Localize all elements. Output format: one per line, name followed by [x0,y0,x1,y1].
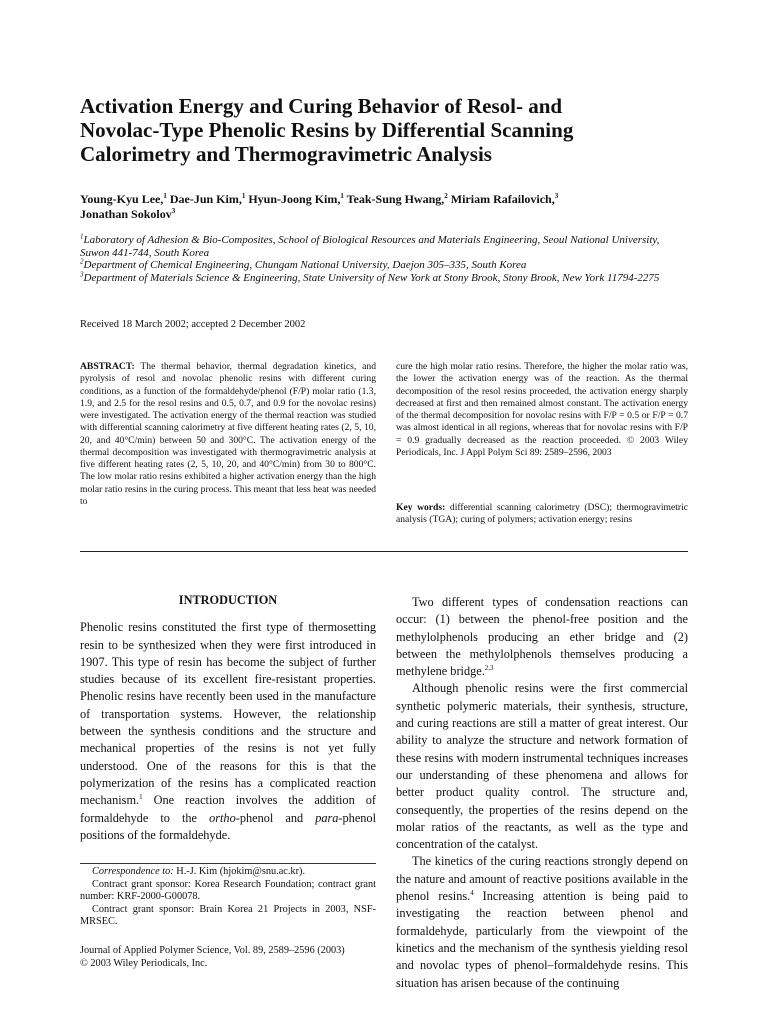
author: Young-Kyu Lee,$^1$ [80,192,167,206]
body-right-column [396,594,688,992]
journal-copyright: © 2003 Wiley Periodicals, Inc. [80,957,208,969]
paragraph: The kinetics of the curing reactions strongly depend on the nature and amount of reactive positions available in the phenol resins.$^4$ Increasing attention is being paid to investigating the reaction between phenol and formaldehyde, particularly from the viewpoint of the kinetics and the mechanism of the synthesis yielding resol and novolac types of phenol–formaldehyde resins. This situation has arisen because of the continuing [396,854,688,990]
author: Hyun-Joong Kim,$^1$ [248,192,344,206]
title-line: Calorimetry and Thermogravimetric Analysis [80,142,492,166]
correspondence-note: Correspondence to: H.-J. Kim (hjokim@snu.ac.kr). [92,866,306,877]
article-title [80,94,700,166]
section-heading: INTRODUCTION [178,593,278,607]
abstract-right-column [396,361,688,459]
abstract-text: The thermal behavior, thermal degradation kinetics, and pyrolysis of resol and novolac phenolic resins with different curing conditions, as a function of the formaldehyde/phenol (F/P) molar ratio (1.3, 1.9, and 2.5 for the resol resins and 0.5, 0.7, and 0.9 for the novolac resins) were investigated. The activation energy of the thermal reaction was studied with differential scanning calorimetry at five different heating rates (2, 5, 10, 20, and 40°C/min) between 50 and 300°C. The activation energy of the thermal decomposition was investigated with thermogravimetric analysis at five different heating rates (2, 5, 10, 20, and 40°C/min) from 30 to 800°C. The low molar ratio resins exhibited a higher activation energy than the high molar ratio resins in the curing process. This meant that less heat was needed to [80,361,376,507]
journal-info [80,945,380,970]
affiliation: $^2$Department of Chemical Engineering, Chungam National University, Daejon 305–335, South Korea [80,257,527,272]
footnote-divider [80,863,376,864]
paragraph: Two different types of condensation reactions can occur: (1) between the phenol-free position and the methylolphenols producing an ether bridge and (2) between the methylolphenols themselves producing a methylene bridge.$^{2,3}$ [396,595,688,679]
keywords-text: differential scanning calorimetry (DSC); thermogravimetric analysis (TGA); curing of polymers; activation energy; resins [396,502,688,526]
author: Teak-Sung Hwang,$^2$ [346,192,448,206]
affiliation: $^3$Department of Materials Science & Engineering, State University of New York at Stony Brook, Stony Brook, New York 11794-2275 [80,270,660,284]
section-divider [80,551,688,552]
received-date: Received 18 March 2002; accepted 2 December 2002 [80,319,306,330]
reference-marker: 1 [139,793,143,802]
author-list [80,192,700,222]
reference-marker: 4 [470,888,474,897]
keywords [396,502,688,527]
grant-note: Contract grant sponsor: Brain Korea 21 Projects in 2003, NSF-MRSEC. [80,903,376,928]
author: Miriam Rafailovich,$^3$ [450,192,559,206]
paragraph: Although phenolic resins were the first commercial synthetic polymeric materials, their synthesis, structure, and curing reactions are still a matter of great interest. Our ability to analyze the structure and network formation of these resins with modern instrumental techniques increases our understanding of these phenomena and allows for better product quality control. The structure and, consequently, the properties of the resins depend on the molar ratios of the reactants, as well as the type and concentration of the catalyst. [396,681,688,852]
title-line: Activation Energy and Curing Behavior of Resol- and [80,94,563,118]
affiliations [80,234,690,284]
footnotes [80,866,376,929]
keywords-label: Key words: [396,502,446,513]
abstract-text-continued: cure the high molar ratio resins. Therefore, the higher the molar ratio was, the lower the activation energy was of the reaction. As the thermal decomposition of the resol resins proceeded, the activation energy sharply decreased at first and then remained almost constant. The activation energy of the thermal decomposition for novolac resins with F/P = 0.5 or F/P = 0.7 was almost identical in all regions, whereas that for novolac resins with F/P = 0.9 gradually decreased as the reaction proceeded. [396,361,688,446]
paragraph: Phenolic resins constituted the first type of thermosetting resin to be synthesized when they were first introduced in 1907. This type of resin has become the subject of further studies because of its excellent fire-resistant properties. Phenolic resins have recently been used in the manufacture of transportation systems. However, the relationship between the synthesis conditions and the structure and mechanical properties of the resins is not yet fully understood. One of the reasons for this is that the polymerization of the resins has a complicated reaction mechanism.$^1$ One reaction involves the addition of formaldehyde to the ortho-phenol and para-phenol positions of the formaldehyde. [80,620,376,842]
grant-note: Contract grant sponsor: Korea Research Foundation; contract grant number: KRF-2000-G00078. [80,878,376,903]
body-left-column [80,592,376,844]
affiliation: $^1$Laboratory of Adhesion & Bio-Composites, School of Biological Resources and Materials Engineering, Seoul National University, Suwon 441-744, South Korea [80,232,660,259]
reference-marker: 2,3 [484,664,494,673]
abstract-label: ABSTRACT: [80,361,135,372]
title-line: Novolac-Type Phenolic Resins by Differential Scanning [80,118,574,142]
journal-citation: Journal of Applied Polymer Science, Vol. 89, 2589–2596 (2003) [80,945,345,956]
abstract-left-column [80,361,376,508]
author: Dae-Jun Kim,$^1$ [169,192,246,206]
abstract-citation: © 2003 Wiley Periodicals, Inc. J Appl Polym Sci 89: 2589–2596, 2003 [396,434,688,458]
author: Jonathan Sokolov$^3$ [80,207,176,221]
